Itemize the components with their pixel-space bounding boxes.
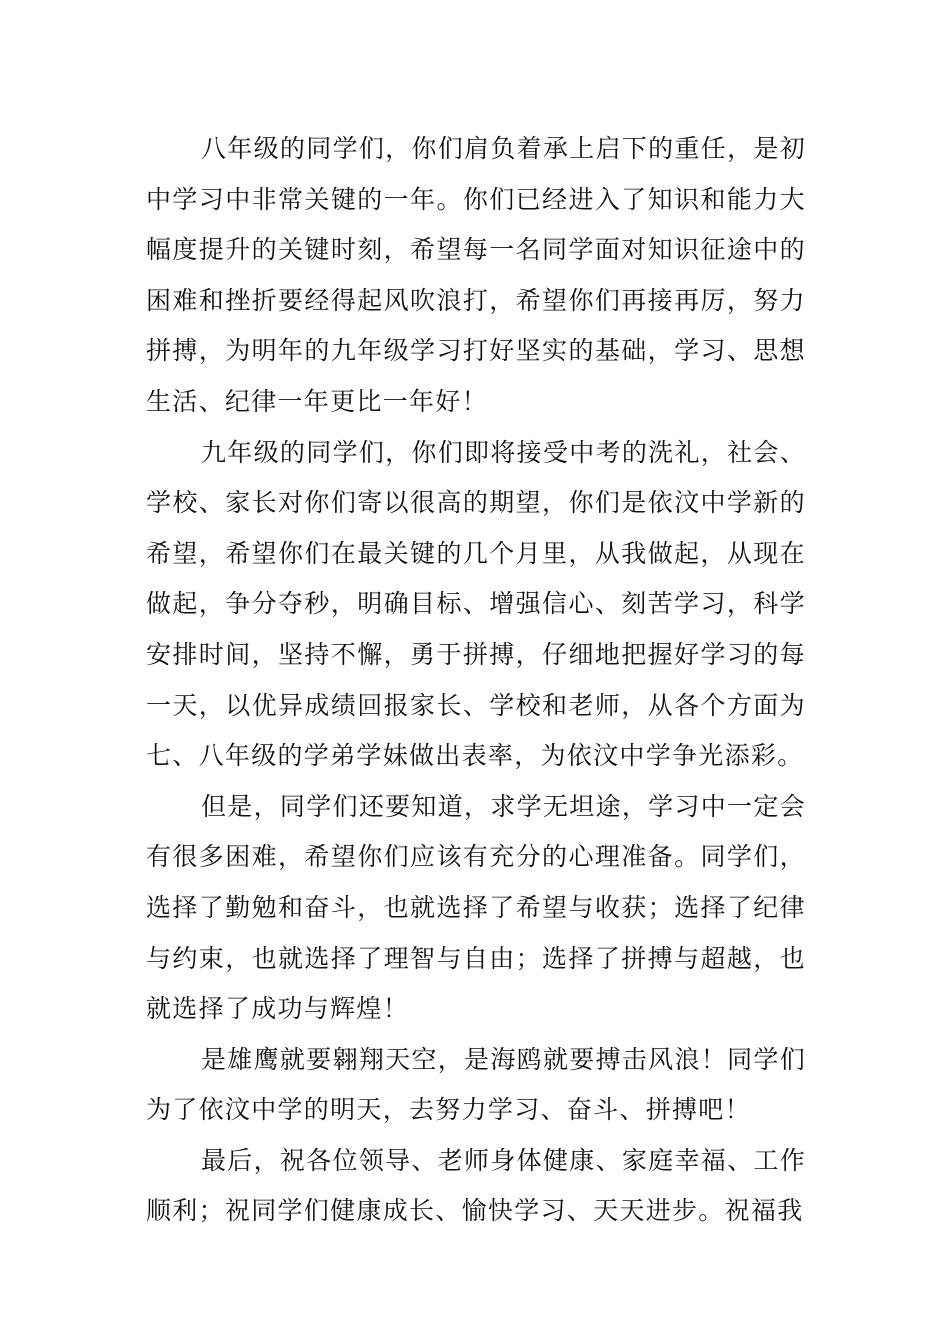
document-page [146, 124, 806, 1237]
paragraph-grade-nine: 九年级的同学们，你们即将接受中考的洗礼，社会、学校、家长对你们寄以很高的期望，你们是依汶中学新的希望，希望你们在最关键的几个月里，从我做起，从现在做起，争分夺秒，明确目标、增强信心、刻苦学习，科学安排时间，坚持不懈，勇于拼搏，仔细地把握好学习的每一天，以优异成绩回报家长、学校和老师，从各个方面为七、八年级的学弟学妹做出表率，为依汶中学争光添彩。 [146, 437, 806, 771]
paragraph-eagle: 是雄鹰就要翱翔天空，是海鸥就要搏击风浪！同学们为了依汶中学的明天，去努力学习、奋斗、拼搏吧！ [146, 1044, 806, 1125]
paragraph-difficulties: 但是，同学们还要知道，求学无坦途，学习中一定会有很多困难，希望你们应该有充分的心理准备。同学们，选择了勤勉和奋斗，也就选择了希望与收获；选择了纪律与约束，也就选择了理智与自由；选择了拼搏与超越，也就选择了成功与辉煌！ [146, 791, 806, 1024]
paragraph-grade-eight: 八年级的同学们，你们肩负着承上启下的重任，是初中学习中非常关键的一年。你们已经进入了知识和能力大幅度提升的关键时刻，希望每一名同学面对知识征途中的困难和挫折要经得起风吹浪打，希望你们再接再厉，努力拼搏，为明年的九年级学习打好坚实的基础，学习、思想生活、纪律一年更比一年好！ [146, 134, 806, 416]
paragraph-closing: 最后，祝各位领导、老师身体健康、家庭幸福、工作顺利；祝同学们健康成长、愉快学习、天天进步。祝福我 [146, 1145, 806, 1226]
